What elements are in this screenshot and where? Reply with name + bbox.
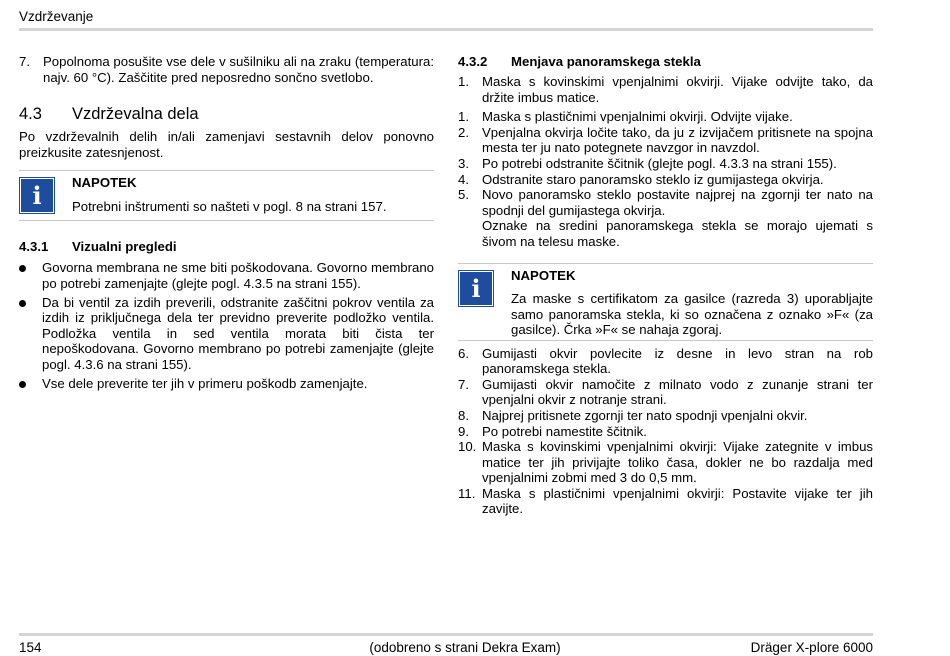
- subsection-number: 4.3.1: [19, 239, 49, 255]
- item-text: Oznake na sredini panoramskega stekla se morajo ujemati s šivom na telesu maske.: [482, 218, 873, 249]
- note-title: NAPOTEK: [511, 267, 576, 283]
- footer-product: Dräger X-plore 6000: [750, 640, 873, 655]
- list-item: [458, 109, 873, 125]
- list-item: [458, 187, 873, 218]
- list-item: [458, 156, 873, 172]
- note-box: [458, 263, 873, 341]
- item-number: 3.: [458, 155, 469, 171]
- note-text: Potrebni inštrumenti so našteti v pogl. 8 na strani 157.: [72, 198, 387, 214]
- item-text: Odstranite staro panoramsko steklo iz gumijastega okvirja.: [482, 171, 824, 187]
- item-text: Po potrebi odstranite ščitnik (glejte pogl. 4.3.3 na strani 155).: [482, 155, 837, 171]
- subsection-title: Vizualni pregledi: [72, 239, 177, 255]
- subsection-heading: [458, 54, 873, 70]
- header-rule: [19, 28, 873, 31]
- item-number: 1.: [458, 74, 469, 89]
- list-item: [458, 439, 873, 486]
- running-header: Vzdrževanje: [19, 9, 94, 24]
- list-item: [458, 408, 873, 424]
- bullet-list: [19, 260, 434, 391]
- info-icon: i: [19, 177, 55, 214]
- item-number: 2.: [458, 124, 469, 140]
- item-text: Maska s plastičnimi vpenjalnimi okvirji. Odvijte vijake.: [482, 109, 793, 125]
- section-number: 4.3: [19, 105, 42, 124]
- section-intro: Po vzdrževalnih delih in/ali zamenjavi sestavnih delov ponovno preizkusite zatesnjenost.: [19, 129, 434, 160]
- bullet-icon: [19, 295, 42, 373]
- item-number: 7.: [458, 376, 469, 392]
- item-text: Gumijasti okvir namočite z milnato vodo z zunanje strani ter vpenjalni okvir z notranje strani.: [482, 376, 873, 408]
- list-item: [19, 54, 434, 85]
- page-number: 154: [19, 640, 42, 655]
- footer-approval: (odobreno s strani Dekra Exam): [369, 640, 561, 655]
- item-number: 9.: [458, 423, 469, 439]
- footer-rule: [19, 633, 873, 636]
- list-item: [19, 376, 434, 392]
- subsection-heading: [19, 239, 434, 255]
- item-text: Vse dele preverite ter jih v primeru poškodb zamenjajte.: [42, 375, 368, 391]
- note-title: NAPOTEK: [72, 175, 137, 191]
- list-item: [458, 346, 873, 377]
- item-text: Maska s kovinskimi vpenjalnimi okvirji. Vijake odvijte tako, da držite imbus matice.: [482, 74, 873, 105]
- item-text: Po potrebi namestite ščitnik.: [482, 423, 647, 439]
- item-number: 7.: [19, 54, 30, 69]
- subsection-title: Menjava panoramskega stekla: [511, 54, 701, 69]
- note-box: [19, 170, 434, 221]
- item-number: 4.: [458, 171, 469, 187]
- list-item: [458, 74, 873, 105]
- item-number: 1.: [458, 109, 469, 125]
- item-text: Da bi ventil za izdih preverili, odstranite zaščitni pokrov ventila za izdih iz priključnega dela ter previdno preverite podložko ventila. Podložka ventila in sed ventila morata biti čista ter nepoškodovana. Govorno membrano po potrebi zamenjajte (glejte pogl. 4.3.6 na strani 155).: [42, 294, 434, 372]
- item-text: Govorna membrana ne sme biti poškodovana. Govorno membrano po potrebi zamenjajte (glejte pogl. 4.3.5 na strani 155).: [42, 260, 434, 291]
- item-text: Novo panoramsko steklo postavite najprej na zgornji ter nato na spodnji del gumijastega okvirja.: [482, 187, 873, 218]
- left-column: [19, 54, 434, 391]
- item-text: Maska s kovinskimi vpenjalnimi okvirji: Vijake zategnite v imbus matice ter jih privijajte toliko časa, dokler ne bo razdalja med vpenjalnimi zobmi med 3 do 0,5 mm.: [482, 439, 873, 486]
- list-item: [458, 125, 873, 156]
- list-item: [19, 260, 434, 291]
- note-text: Za maske s certifikatom za gasilce (razreda 3) uporabljajte samo panoramska stekla, ki so označena z oznako »F« (za gasilce). Črka »F« se nahaja zgoraj.: [511, 291, 873, 338]
- subsection-number: 4.3.2: [458, 54, 488, 69]
- steps-list: [458, 74, 873, 250]
- list-item: [19, 295, 434, 373]
- bullet-icon: [19, 376, 42, 392]
- list-item: [458, 172, 873, 188]
- section-title: Vzdrževalna dela: [72, 105, 199, 124]
- item-text: Popolnoma posušite vse dele v sušilniku ali na zraku (temperatura: najv. 60 °C). Zaščitite pred neposredno sončno svetlobo.: [43, 54, 434, 85]
- item-number: 10.: [458, 439, 477, 455]
- item-text: Vpenjalna okvirja ločite tako, da ju z izvijačem pritisnete na spojna mesta ter ju nato potegnete navzgor in navzdol.: [482, 124, 873, 156]
- item-number: 6.: [458, 345, 469, 361]
- steps-list: [458, 346, 873, 518]
- list-item: [458, 486, 873, 517]
- list-item: [458, 424, 873, 440]
- section-heading: [19, 104, 434, 124]
- item-text: Gumijasti okvir povlecite iz desne in levo stran na rob panoramskega stekla.: [482, 345, 873, 377]
- info-icon: i: [458, 270, 494, 307]
- item-number: 5.: [458, 187, 469, 203]
- list-item-continuation: [458, 218, 873, 249]
- item-text: Maska s plastičnimi vpenjalnimi okvirji: Postavite vijake ter jih zavijte.: [482, 485, 873, 517]
- bullet-icon: [19, 260, 42, 291]
- right-column: [458, 54, 873, 517]
- list-item: [458, 377, 873, 408]
- item-number: 11.: [458, 485, 476, 501]
- item-text: Najprej pritisnete zgornji ter nato spodnji vpenjalni okvir.: [482, 407, 808, 423]
- item-number: 8.: [458, 407, 469, 423]
